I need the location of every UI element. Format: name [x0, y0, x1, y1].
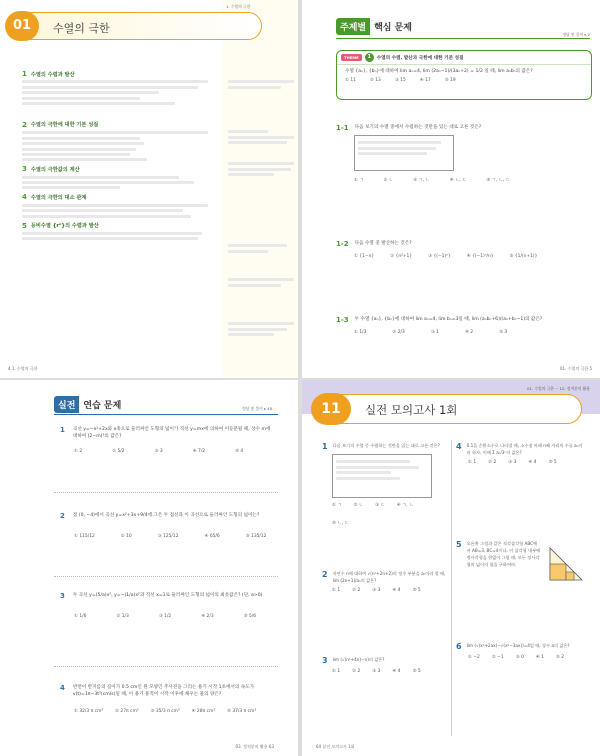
practice-problem — [60, 684, 276, 714]
section-heading: 2 수열의 극한에 대한 기본 성질 — [22, 120, 99, 129]
theme-box — [336, 50, 592, 100]
exam-problem — [456, 642, 586, 660]
top-label: 01. 수열의 극한 ~ 10. 정적분의 활용 — [527, 386, 590, 391]
side-note — [228, 78, 294, 91]
problem-number: 2 — [60, 512, 65, 520]
problem-options: ① ㄱ ② ㄴ ③ ㄱ, ㄴ ④ ㄴ, ㄷ ⑤ ㄱ, ㄴ, ㄷ — [354, 178, 511, 183]
side-note — [228, 128, 294, 147]
section-header-bold: 실전 — [54, 396, 79, 413]
section-heading: 3 수열의 극한값의 계산 — [22, 165, 80, 174]
section-header-rest: 핵심 문제 — [374, 22, 413, 33]
top-right-label: 정답 및 풀이 ▸ 2 — [562, 32, 590, 37]
page-footer: 03. 정적분의 활용 63 — [235, 744, 274, 749]
section-heading: 5 등비수열 {rⁿ}의 수렴과 발산 — [22, 221, 99, 230]
problem-text: 자연수 n에 대하여 √(n²+2n+2)의 정수 부분을 aₙ이라 할 때, lim (2n+1)/aₙ의 값은? — [332, 571, 446, 583]
problem-options: ① 1 ② 2 ③ 3 ④ 4 ⑤ 5 — [468, 460, 557, 465]
problem-number: 4 — [60, 684, 65, 692]
section-header — [54, 396, 121, 413]
page-3-practice-problems — [0, 380, 298, 756]
chapter-number-badge: 11 — [311, 393, 351, 425]
problem-options: ① 32/3 π cm³ ② 27π cm³ ③ 35/3 π cm³ ④ 28π cm³ ⑤ 37/3 π cm³ — [74, 708, 257, 714]
side-note — [228, 160, 294, 179]
problem-1-3 — [336, 316, 592, 335]
problem-options: ① 115/12 ② 10 ③ 125/12 ④ 65/6 ⑤ 135/12 — [74, 534, 267, 539]
problem-number: 4 — [456, 442, 462, 451]
problem-text: 점 (0, −4)에서 곡선 y=x²+3x+9/4에 그은 두 접선과 이 곡선으로 둘러싸인 도형의 넓이는? — [72, 513, 260, 518]
problem-text: 곡선 y=−x²+2x와 x축으로 둘러싸인 도형의 넓이가 직선 y=mx에 의하여 이등분될 때, 상수 m에 대하여 (2−m)³의 값은? — [72, 427, 271, 440]
theme-header — [337, 51, 591, 65]
page-footer: 4 1. 수열의 극한 — [8, 366, 38, 371]
problem-number: 6 — [456, 642, 462, 651]
section-heading: 1 수열의 수렴과 발산 — [22, 70, 75, 78]
summary-body — [22, 66, 218, 243]
problem-options: ① 1 ② 2 ③ 3 ④ 4 ⑤ 5 — [332, 669, 421, 674]
chapter-title: 실전 모의고사 1회 — [365, 403, 458, 417]
section-header-rest: 연습 문제 — [83, 401, 122, 411]
chapter-number-badge: 01 — [5, 11, 39, 41]
chapter-title: 수열의 극한 — [53, 22, 110, 35]
problem-options: ① 1/6 ② 1/3 ③ 1/2 ④ 2/3 ⑤ 5/6 — [74, 614, 257, 619]
practice-problem — [60, 426, 276, 454]
top-label: 1. 수열의 극한 — [226, 4, 251, 9]
problem-text: 오른쪽 그림과 같은 직각삼각형 ABC에서 AB=3, BC=4이다. 이 삼각형 내부에 정사각형을 한없이 그릴 때, 모든 정사각형의 넓이의 합을 구하여라. — [466, 541, 541, 567]
problem-1-2 — [336, 240, 592, 259]
problem-number: 1 — [322, 442, 328, 451]
problem-text: 다음 보기의 수열 중 수렴하는 것만을 있는 대로 고른 것은? — [332, 443, 440, 448]
side-note — [228, 276, 294, 289]
exam-problem — [322, 570, 446, 593]
theme-number: 1 — [365, 53, 374, 62]
theme-label: THEME — [341, 54, 362, 61]
problem-options: ① 1 ② 2 ③ 3 ④ 4 ⑤ 5 — [332, 588, 421, 593]
side-note — [228, 320, 294, 339]
choice-box — [354, 135, 454, 171]
theme-title: 수열의 수렴, 발산과 극한에 대한 기본 성질 — [376, 55, 464, 61]
problem-options: ① 2 ② 5/2 ③ 3 ④ 7/2 ⑤ 4 — [74, 448, 244, 454]
problem-number: 2 — [322, 570, 328, 579]
problem-text: 두 수열 {aₙ}, {bₙ}에 대하여 lim aₙ=4, lim bₙ=3일 때, lim (aₙbₙ+6)/(aₙ+bₙ−1)의 값은? — [354, 317, 543, 322]
problem-number: 1-2 — [336, 240, 349, 248]
problem-number: 3 — [60, 592, 65, 600]
chapter-banner — [6, 12, 262, 40]
problem-text: 다음 보기의 수열 중에서 수렴하는 것만을 있는 대로 고른 것은? — [354, 125, 482, 130]
chapter-banner — [312, 394, 582, 424]
page-footer: 64 실전 모의고사 1회 — [316, 744, 355, 749]
section-header — [336, 18, 412, 34]
problem-number: 5 — [456, 540, 462, 549]
problem-text: 다음 수열 중 발산하는 것은? — [354, 241, 412, 246]
practice-problem — [60, 592, 276, 619]
exam-problem — [456, 540, 586, 568]
problem-text: lim (√(x²+2ax)−√(x²−3ax))=4일 때, 상수 a의 값은? — [466, 643, 570, 648]
theme-question: 수열 {aₙ}, {bₙ}에 대하여 lim aₙ=4, lim (2aₙ−1)/(3aₙ+2) = 1/2 일 때, lim aₙbₙ의 값은? — [345, 69, 533, 74]
problem-number: 1-1 — [336, 124, 349, 132]
problem-number: 3 — [322, 656, 328, 665]
top-right-label: 정답 및 풀이 ▸ 48 — [242, 406, 272, 411]
page-4-mock-exam — [302, 380, 600, 756]
problem-options: ① {1−n} ② {n²+1} ③ {(−1)ⁿ} ④ {(−1)ⁿ/n} ⑤ {1/(n+1)} — [354, 254, 538, 259]
section-header-bold: 주제별 — [336, 18, 370, 35]
exam-problem — [456, 442, 586, 465]
problem-options: ① ㄱ ② ㄴ ③ ㄷ ④ ㄱ, ㄴ ⑤ ㄴ, ㄷ — [332, 503, 414, 526]
problem-options: ① −2 ② −1 ③ 0 ④ 1 ⑤ 2 — [468, 655, 565, 660]
problem-text: 두 곡선 y=(5/a)x², y=−(1/a)x²과 직선 x=1로 둘러싸인 도형의 넓이의 최솟값은? (단, a>0) — [72, 593, 263, 598]
page-2-key-problems — [302, 0, 600, 378]
problem-text: lim (√(n²+4n)−n)의 값은? — [332, 657, 385, 662]
problem-number: 1 — [60, 426, 65, 434]
section-heading: 4 수열의 극한의 대소 관계 — [22, 193, 87, 202]
right-triangle-figure — [546, 544, 586, 584]
column-divider — [451, 440, 452, 736]
exam-problem — [322, 442, 446, 526]
problem-text: 반면이 반지름의 길이가 0.5 cm인 원 모양인 주사전을 그리는 용기 시작 1초에서의 속도가 v(t)=1π−3t²(cm/s)일 때, 이 용기 용적이 시작 이후에 채우는 물의 양은? — [72, 685, 255, 698]
page-1-concept-summary — [0, 0, 298, 378]
problem-number: 1-3 — [336, 316, 349, 324]
page-footer: 01. 수열의 극한 5 — [559, 366, 592, 371]
side-note — [228, 242, 294, 255]
practice-problem — [60, 512, 276, 539]
problem-options: ① 1/3 ② 2/3 ③ 1 ④ 2 ⑤ 3 — [354, 330, 508, 335]
problem-1-1 — [336, 124, 592, 183]
exam-problem — [322, 656, 446, 674]
problem-text: 0.1을 순환소수로 나타낼 때, 소수점 아래 n째 자리의 수를 aₙ이라 하자. 이때 Σ aₙ/3ⁿ의 값은? — [466, 443, 583, 455]
theme-options: ① 11 ② 13 ③ 15 ④ 17 ⑤ 19 — [345, 78, 456, 84]
choice-box — [332, 454, 432, 498]
